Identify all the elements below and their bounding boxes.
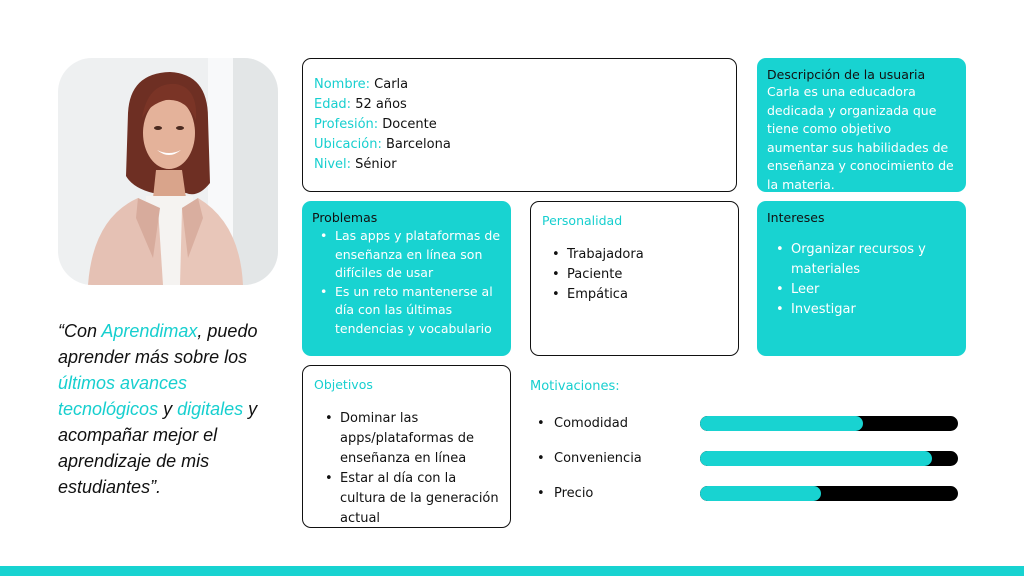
motivation-bar bbox=[700, 486, 958, 501]
objectives-title: Objetivos bbox=[314, 377, 373, 392]
motivation-row-comodidad bbox=[530, 414, 960, 434]
list-item: • Dominar las apps/plataformas de enseñanza en línea bbox=[325, 409, 499, 469]
profile-age-row: Edad: 52 años bbox=[314, 97, 407, 112]
personality-title: Personalidad bbox=[542, 213, 623, 228]
bottom-accent-band bbox=[0, 566, 1024, 576]
profile-photo bbox=[58, 58, 278, 285]
profile-job-row: Profesión: Docente bbox=[314, 117, 437, 132]
profile-location-row: Ubicación: Barcelona bbox=[314, 137, 451, 152]
interests-title: Intereses bbox=[767, 210, 825, 225]
list-item: • Estar al día con la cultura de la generación actual bbox=[325, 469, 499, 529]
list-item: • Paciente bbox=[552, 265, 727, 285]
list-item: • Es un reto mantenerse al día con las últimas tendencias y vocabulario bbox=[320, 283, 501, 339]
description-text: Carla es una educadora dedicada y organizada que tiene como objetivo aumentar sus habilidades de enseñanza y conocimiento de la materia. bbox=[767, 84, 954, 192]
profile-name-row: Nombre: Carla bbox=[314, 77, 409, 92]
motivation-row-conveniencia bbox=[530, 449, 960, 469]
interests-card bbox=[757, 201, 966, 356]
motivation-bar-fill bbox=[700, 451, 932, 466]
personality-card bbox=[530, 201, 739, 356]
list-item: • Organizar recursos y materiales bbox=[776, 240, 956, 280]
motivation-bar-fill bbox=[700, 486, 821, 501]
motivation-label: Comodidad bbox=[554, 416, 628, 431]
list-item: • Investigar bbox=[776, 300, 956, 320]
list-item: • Empática bbox=[552, 285, 727, 305]
motivation-bar-fill bbox=[700, 416, 863, 431]
motivation-label: Precio bbox=[554, 486, 594, 501]
profile-level-row: Nivel: Sénior bbox=[314, 157, 397, 172]
list-item: • Leer bbox=[776, 280, 956, 300]
description-card bbox=[757, 58, 966, 192]
list-item: • Las apps y plataformas de enseñanza en línea son difíciles de usar bbox=[320, 227, 501, 283]
list-item: • Trabajadora bbox=[552, 245, 727, 265]
description-title: Descripción de la usuaria bbox=[767, 67, 926, 82]
motivations-title: Motivaciones: bbox=[530, 379, 620, 394]
problems-card bbox=[302, 201, 511, 356]
motivation-label: Conveniencia bbox=[554, 451, 642, 466]
profile-info-card bbox=[302, 58, 737, 192]
quote-highlight-digital: digitales bbox=[177, 399, 244, 419]
quote-brand-highlight: Aprendimax bbox=[101, 321, 198, 341]
motivation-row-precio bbox=[530, 484, 960, 504]
motivation-bar bbox=[700, 416, 958, 431]
objectives-card bbox=[302, 365, 511, 528]
persona-quote: “Con Aprendimax, puedo aprender más sobre los últimos avances tecnológicos y digitales y acompañar mejor el aprendizaje de mis estudiantes”. bbox=[58, 321, 258, 497]
problems-title: Problemas bbox=[312, 210, 378, 225]
motivation-bar bbox=[700, 451, 958, 466]
quote-highlight-advances: últimos avances tecnológicos bbox=[58, 373, 188, 419]
